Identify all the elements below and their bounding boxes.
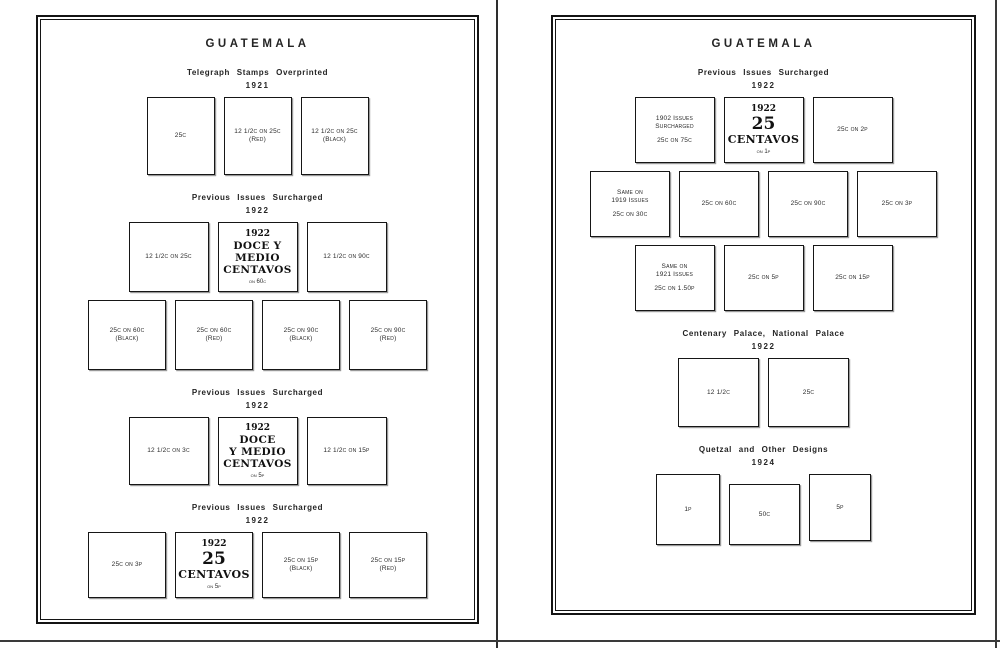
stamp-box-label-line: 12 1/2c on 90c — [323, 253, 370, 260]
stamp-box-label-line: 25c on 90c — [790, 200, 826, 207]
stamp-box — [349, 532, 427, 598]
section-heading: Previous Issues Surcharged — [191, 388, 324, 397]
stamp-box-label-line: (Black) — [289, 565, 313, 572]
stamp-box-label-line: (Black) — [289, 335, 313, 342]
section-year: 1922 — [245, 401, 270, 410]
stamp-box-label-line: 50c — [758, 510, 771, 518]
section-heading: Previous Issues Surcharged — [697, 68, 830, 77]
stamp-box — [768, 171, 848, 237]
stamp-box-label-line: Same on — [617, 189, 643, 196]
stamp-box-label-line: 25c on 90c — [283, 327, 319, 334]
stamp-box-label-line: 25c on 75c — [657, 137, 692, 144]
section-year: 1924 — [751, 458, 776, 467]
stamp-box — [809, 474, 871, 541]
sheet-edge-right — [995, 0, 997, 648]
stamp-box-label-line: (Red) — [249, 136, 266, 143]
page-title: GUATEMALA — [711, 38, 816, 50]
stamp-box-label-line: 1902 Issues — [655, 115, 694, 122]
section-heading: Previous Issues Surcharged — [191, 503, 324, 512]
stamp-box-overprint-line: 25 — [751, 114, 776, 134]
section-heading: Centenary Palace, National Palace — [682, 329, 845, 338]
stamp-box-label-line: 25c on 15p — [835, 274, 870, 281]
stamp-box-label-line: 12 1/2c on 15p — [323, 447, 370, 454]
stamp-box — [857, 171, 937, 237]
stamp-box — [349, 300, 427, 370]
page-divider — [496, 0, 498, 648]
page-title: GUATEMALA — [205, 38, 310, 50]
stamp-box-label-line: (Red) — [379, 335, 397, 342]
stamp-box-label-line: 12 1/2c on 25c — [234, 128, 281, 135]
stamp-box-overprint-line: CENTAVOS — [727, 133, 800, 146]
stamp-box — [301, 97, 369, 175]
stamp-box-overprint-line: CENTAVOS — [223, 263, 292, 276]
album-page-left-inner — [40, 19, 475, 620]
stamp-box — [724, 97, 804, 163]
stamp-box-label-line: 1919 Issues — [611, 197, 649, 204]
stamp-row — [635, 97, 893, 163]
stamp-row — [656, 474, 871, 545]
stamp-box — [768, 358, 849, 427]
stamp-row — [147, 97, 369, 175]
stamp-box-label-line: (Black) — [115, 335, 139, 342]
stamp-box-overprint-line: on 60c — [248, 278, 267, 285]
stamp-box-label-line: 25c on 3p — [111, 561, 143, 568]
stamp-box-label-line: 25c on 90c — [370, 327, 406, 334]
stamp-box-overprint-line: on 1p — [756, 149, 771, 155]
stamp-box-label-line: 12 1/2c on 3c — [147, 447, 190, 454]
stamp-box — [147, 97, 215, 175]
stamp-box-overprint-line: 1922 — [244, 228, 271, 239]
stamp-box — [262, 532, 340, 598]
stamp-box-overprint-line: 25 — [202, 549, 226, 569]
stamp-box-overprint-line: on 5p — [207, 584, 221, 590]
stamp-box-label-line: (Red) — [379, 565, 397, 572]
stamp-box-label-line: 1p — [684, 505, 692, 513]
stamp-box — [224, 97, 292, 175]
album-page-right-inner — [555, 19, 972, 611]
stamp-row — [88, 532, 427, 598]
section-year: 1922 — [245, 206, 270, 215]
stamp-box-overprint-line: on 5p — [250, 472, 265, 479]
stamp-box — [175, 300, 253, 370]
stamp-box-label-line: 25c on 15p — [283, 557, 319, 564]
stamp-box-label-line: 25c — [802, 388, 815, 396]
stamp-box-label-line: 25c on 1.50p — [654, 285, 695, 292]
stamp-box-overprint-line: 1922 — [244, 422, 271, 433]
stamp-box — [813, 245, 893, 311]
stamp-box — [635, 97, 715, 163]
section-heading: Telegraph Stamps Overprinted — [186, 68, 329, 77]
stamp-box-label-line: 25c on 2p — [837, 126, 868, 133]
stamp-box-label-line: (Red) — [205, 335, 223, 342]
sheet-edge-bottom — [0, 640, 1000, 642]
stamp-box — [307, 222, 387, 292]
stamp-box-label-line: Surcharged — [655, 123, 694, 130]
stamp-box — [678, 358, 759, 427]
stamp-row — [129, 417, 387, 485]
stamp-box — [88, 300, 166, 370]
stamp-box-label-line: 25c on 30c — [612, 211, 648, 218]
stamp-box-overprint-line: DOCE Y — [233, 239, 282, 252]
stamp-box-label-line: 25c on 60c — [109, 327, 145, 334]
stamp-box — [88, 532, 166, 598]
stamp-row — [129, 222, 387, 292]
stamp-box-overprint-line: CENTAVOS — [178, 568, 250, 581]
album-page-right — [551, 15, 976, 615]
section-year: 1921 — [245, 81, 270, 90]
stamp-box — [218, 222, 298, 292]
stamp-box — [656, 474, 720, 545]
stamp-box-label-line: 25c on 60c — [196, 327, 232, 334]
section-heading: Quetzal and Other Designs — [698, 445, 829, 454]
stamp-box-overprint-line: MEDIO — [235, 251, 280, 264]
stamp-box-label-line: 25c on 60c — [701, 200, 737, 207]
stamp-box-label-line: 1921 Issues — [655, 271, 694, 278]
stamp-box-overprint-line: 1922 — [750, 104, 777, 114]
stamp-box-label-line: 12 1/2c on 25c — [145, 253, 192, 260]
stamp-box-overprint-line: Y MEDIO — [229, 445, 286, 458]
stamp-box — [307, 417, 387, 485]
section-heading: Previous Issues Surcharged — [191, 193, 324, 202]
stamp-box — [813, 97, 893, 163]
stamp-box — [635, 245, 715, 311]
stamp-box — [175, 532, 253, 598]
stamp-box — [218, 417, 298, 485]
stamp-box — [729, 484, 800, 545]
section-year: 1922 — [751, 81, 776, 90]
stamp-box-label-line: 12 1/2c on 25c — [311, 128, 358, 135]
stamp-box-label-line: 25c on 3p — [881, 200, 913, 207]
stamp-box-label-line: Same on — [661, 263, 688, 270]
stamp-box-overprint-line: CENTAVOS — [223, 457, 292, 470]
stamp-box — [262, 300, 340, 370]
stamp-box-label-line: (Black) — [322, 136, 347, 143]
stamp-row — [88, 300, 427, 370]
album-page-left — [36, 15, 479, 624]
stamp-box-label-line: 25c on 5p — [748, 274, 779, 281]
stamp-box — [724, 245, 804, 311]
stamp-row — [635, 245, 893, 311]
stamp-row — [590, 171, 937, 237]
stamp-row — [678, 358, 849, 427]
stamp-box-label-line: 5p — [836, 503, 844, 511]
stamp-box — [590, 171, 670, 237]
stamp-box — [129, 417, 209, 485]
stamp-box-label-line: 12 1/2c — [706, 388, 731, 396]
section-year: 1922 — [245, 516, 270, 525]
stamp-box — [129, 222, 209, 292]
stamp-box-label-line: 25c on 15p — [370, 557, 406, 564]
stamp-box — [679, 171, 759, 237]
stamp-box-overprint-line: DOCE — [239, 433, 276, 446]
stamp-box-overprint-line: 1922 — [201, 539, 227, 549]
stamp-box-label-line: 25c — [174, 132, 187, 139]
section-year: 1922 — [751, 342, 776, 351]
